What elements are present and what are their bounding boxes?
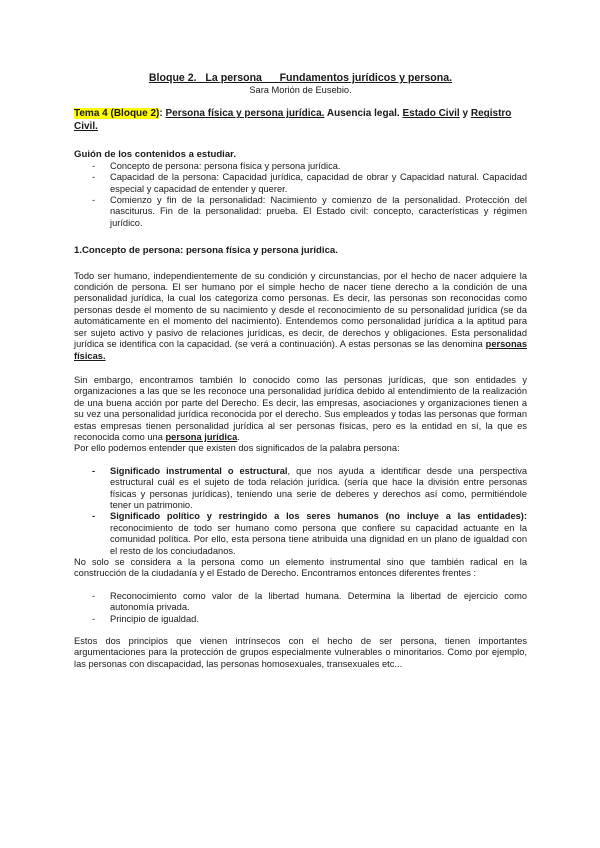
- paragraph-text: Todo ser humano, independientemente de su condición y circunstancias, por el hecho de nacer adquiere la condición de persona. El ser humano por el simple hecho de nacer tiene derecho a la condición de una personalidad jurídica, la cual los categoriza como personas. Es decir, las personas son reconocidas como personas desde el momento de su nacimiento y desde el reconocimiento de su personalidad jurídica (se da automáticamente en el momento del nacimiento). Entendemos como personalidad jurídica a la aptitud para ser sujeto activo y pasivo de relaciones jurídicas, es decir, de derechos y obligaciones. Esta personalidad jurídica se identifica con la capacidad. (se verá a continuación). A estas personas se las denomina: [74, 270, 527, 350]
- document-title: Bloque 2. La persona Fundamentos jurídicos y persona.: [148, 72, 453, 84]
- guion-list: [74, 161, 527, 229]
- significado-item: [92, 511, 527, 557]
- significado-text: reconocimiento de todo ser humano como persona que confiere su capacidad actuante en la comunidad política. Por ello, esta persona tiene atribuida una dignidad en un plano de igualdad con el resto de los conciudadanos.: [110, 522, 527, 556]
- guion-item: - Comienzo y fin de la personalidad: Nacimiento y comienzo de la personalidad. Protección del nasciturus. Fin de la personalidad: prueba. El Estado civil: concepto, características y régimen jurídico.: [92, 195, 527, 229]
- paragraph-end: .: [237, 431, 240, 442]
- guion-title: Guión de los contenidos a estudiar.: [74, 149, 237, 161]
- section-1-title: 1.Concepto de persona: persona física y persona jurídica.: [74, 245, 338, 257]
- paragraph-persona-juridica: [74, 375, 527, 443]
- paragraph-text: Sin embargo, encontramos también lo conocido como las personas jurídicas, que son entidades y organizaciones a las que se les reconoce una personalidad jurídica debido al entendimiento de la realización de una buena acción por parte del Derecho. Es decir, las empresas, asociaciones y organizaciones tienen a su vez una personalidad jurídica reconocida por el derecho. Sus empleados y todas las personas que forman estas empresas tienen personalidad jurídica al ser personas físicas, pero es la entidad en sí, la que es reconocida como una: [74, 374, 527, 442]
- significado-heading: Significado instrumental o estructural: [110, 465, 288, 476]
- document-author: Sara Morión de Eusebio.: [249, 85, 352, 95]
- significado-text: , que nos ayuda a identificar desde una perspectiva estructural cuál es el sujeto de toda relación jurídica. (sería que hace la división entre personas físicas y personas jurídicas), teniendo una serie de deberes y derechos así como, permitiéndole tener un patrimonio.: [110, 465, 528, 510]
- tema-topic-estado-civil: Estado Civil: [402, 108, 460, 120]
- tema-topic-ausencia: Ausencia legal.: [324, 108, 403, 120]
- paragraph-significados-intro: Por ello podemos entender que existen dos significados de la palabra persona:: [74, 443, 400, 454]
- tema-colon: :: [159, 108, 166, 120]
- frentes-list: [74, 591, 527, 625]
- paragraph-principios: Estos dos principios que vienen intrínsecos con el hecho de ser persona, tienen importantes argumentaciones para la protección de grupos especialmente vulnerables o minoritarios. Como por ejemplo, las personas con discapacidad, las personas homosexuales, transexuales etc...: [74, 636, 527, 669]
- tema-label: Tema 4 (Bloque 2): [74, 108, 160, 120]
- frente-item: - Principio de igualdad.: [92, 614, 527, 625]
- guion-item: - Concepto de persona: persona física y persona jurídica.: [92, 161, 527, 172]
- significados-list: [74, 466, 527, 557]
- frente-item: - Reconocimiento como valor de la libertad humana. Determina la libertad de ejercicio como autonomía privada.: [92, 591, 527, 614]
- term-persona-juridica: persona jurídica: [165, 431, 238, 442]
- term-personas-fisicas: personas físicas.: [74, 339, 527, 361]
- tema-heading: [74, 108, 527, 133]
- significado-item: [92, 466, 527, 512]
- tema-topic-registro-civil: Registro Civil.: [74, 108, 512, 132]
- significado-heading: Significado político y restringido a los seres humanos (no incluye a las entidades):: [110, 511, 527, 522]
- tema-conjunction: y: [459, 108, 471, 120]
- paragraph-persona-fisica: [74, 271, 527, 362]
- paragraph-frentes-intro: No solo se considera a la persona como un elemento instrumental sino que también radical en la construcción de la ciudadanía y el Estado de Derecho. Encontramos entonces diferentes frentes :: [74, 557, 527, 579]
- tema-topic-persona: Persona física y persona jurídica.: [165, 108, 325, 120]
- guion-item: - Capacidad de la persona: Capacidad jurídica, capacidad de obrar y Capacidad natural. Capacidad especial y capacidad de entender y querer.: [92, 172, 527, 195]
- page-content: [74, 72, 527, 670]
